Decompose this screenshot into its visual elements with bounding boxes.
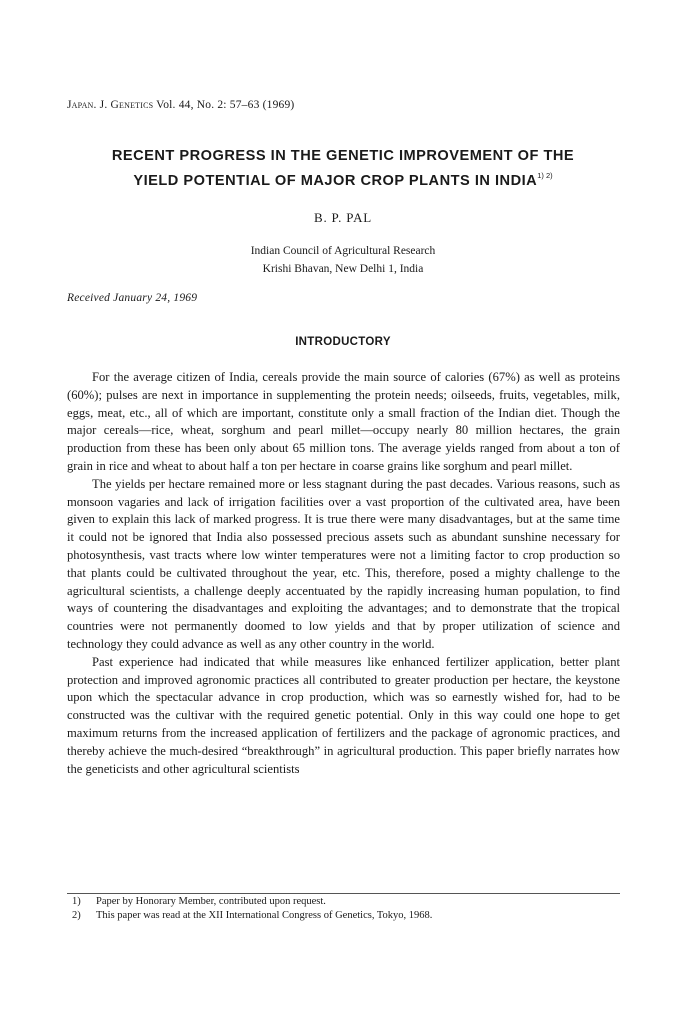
footnote-item bbox=[72, 895, 432, 909]
title-footnote-marks: 1) 2) bbox=[537, 171, 553, 180]
paragraph: For the average citizen of India, cereals provide the main source of calories (67%) as well as proteins (60%); pulses are next in importance in supplementing the protein needs; oilseeds, fruits, vegetables, milk, eggs, meat, etc., all of which are important, constitute only a small fraction of the Indian diet. Though the major cereals—rice, wheat, sorghum and pearl millet—occupy nearly 80 million hectares, the grain production from these has been only about 65 million tons. The average yields ranged from about a ton of grain in rice and wheat to about half a ton per hectare in coarse grains like sorghum and pearl millet. bbox=[67, 370, 620, 473]
paper-title-line-2 bbox=[67, 171, 619, 189]
footnote-number: 2) bbox=[72, 909, 81, 921]
journal-citation bbox=[67, 99, 294, 111]
author-name: B. P. PAL bbox=[313, 210, 373, 225]
journal-name: Japan. J. Genetics bbox=[67, 99, 154, 111]
footnote-divider bbox=[67, 893, 620, 894]
affiliation-line-2: Krishi Bhavan, New Delhi 1, India bbox=[262, 263, 424, 275]
footnote-text: This paper was read at the XII International Congress of Genetics, Tokyo, 1968. bbox=[96, 909, 433, 921]
received-date: Received January 24, 1969 bbox=[67, 292, 198, 304]
body-text bbox=[67, 369, 620, 778]
paragraph: The yields per hectare remained more or less stagnant during the past decades. Various reasons, such as monsoon vagaries and lack of irrigation facilities over a vast proportion of the cultivated area, have been given to explain this lack of marked progress. It is true there were many disadvantages, but at the same time it could not be ignored that India also possessed precious assets such as abundant sunshine necessary for photosynthesis, vast tracts where low winter temperatures were not a limiting factor to crop production so that plants could be cultivated throughout the year, etc. This, therefore, posed a mighty challenge to the agricultural scientists, a challenge deeply accentuated by the rapidly increasing human population, to find ways of countering the disadvantages and exploiting the advantages; and to demonstrate that the tropical countries were not permanently doomed to low yields and that by proper utilization of science and technology they could advance as well as any other country in the world. bbox=[67, 476, 620, 651]
paragraph: Past experience had indicated that while measures like enhanced fertilizer application, better plant protection and improved agronomic practices all contributed to greater production per hectare, the keystone upon which the spectacular advance in crop production, which was so earnestly wished for, had to be constructed was the cultivar with the required genetic potential. Only in this way could one hope to get maximum returns from the increased application of fertilizers and the package of agronomic practices, and thereby achieve the much-desired “breakthrough” in agricultural production. This paper briefly narrates how the geneticists and other agricultural scientists bbox=[67, 654, 620, 776]
affiliation-line-1: Indian Council of Agricultural Research bbox=[250, 245, 436, 257]
journal-volume: Vol. 44, No. 2: 57–63 (1969) bbox=[156, 99, 295, 111]
footnote-text: Paper by Honorary Member, contributed upon request. bbox=[96, 896, 326, 907]
footnote-number: 1) bbox=[72, 896, 81, 907]
section-heading: INTRODUCTORY bbox=[295, 336, 391, 348]
paper-title-line-1: RECENT PROGRESS IN THE GENETIC IMPROVEMENT OF THE bbox=[111, 148, 575, 164]
footnotes bbox=[72, 895, 432, 922]
paper-title-line-2-text: YIELD POTENTIAL OF MAJOR CROP PLANTS IN INDIA bbox=[133, 173, 538, 189]
footnote-item bbox=[72, 909, 432, 923]
